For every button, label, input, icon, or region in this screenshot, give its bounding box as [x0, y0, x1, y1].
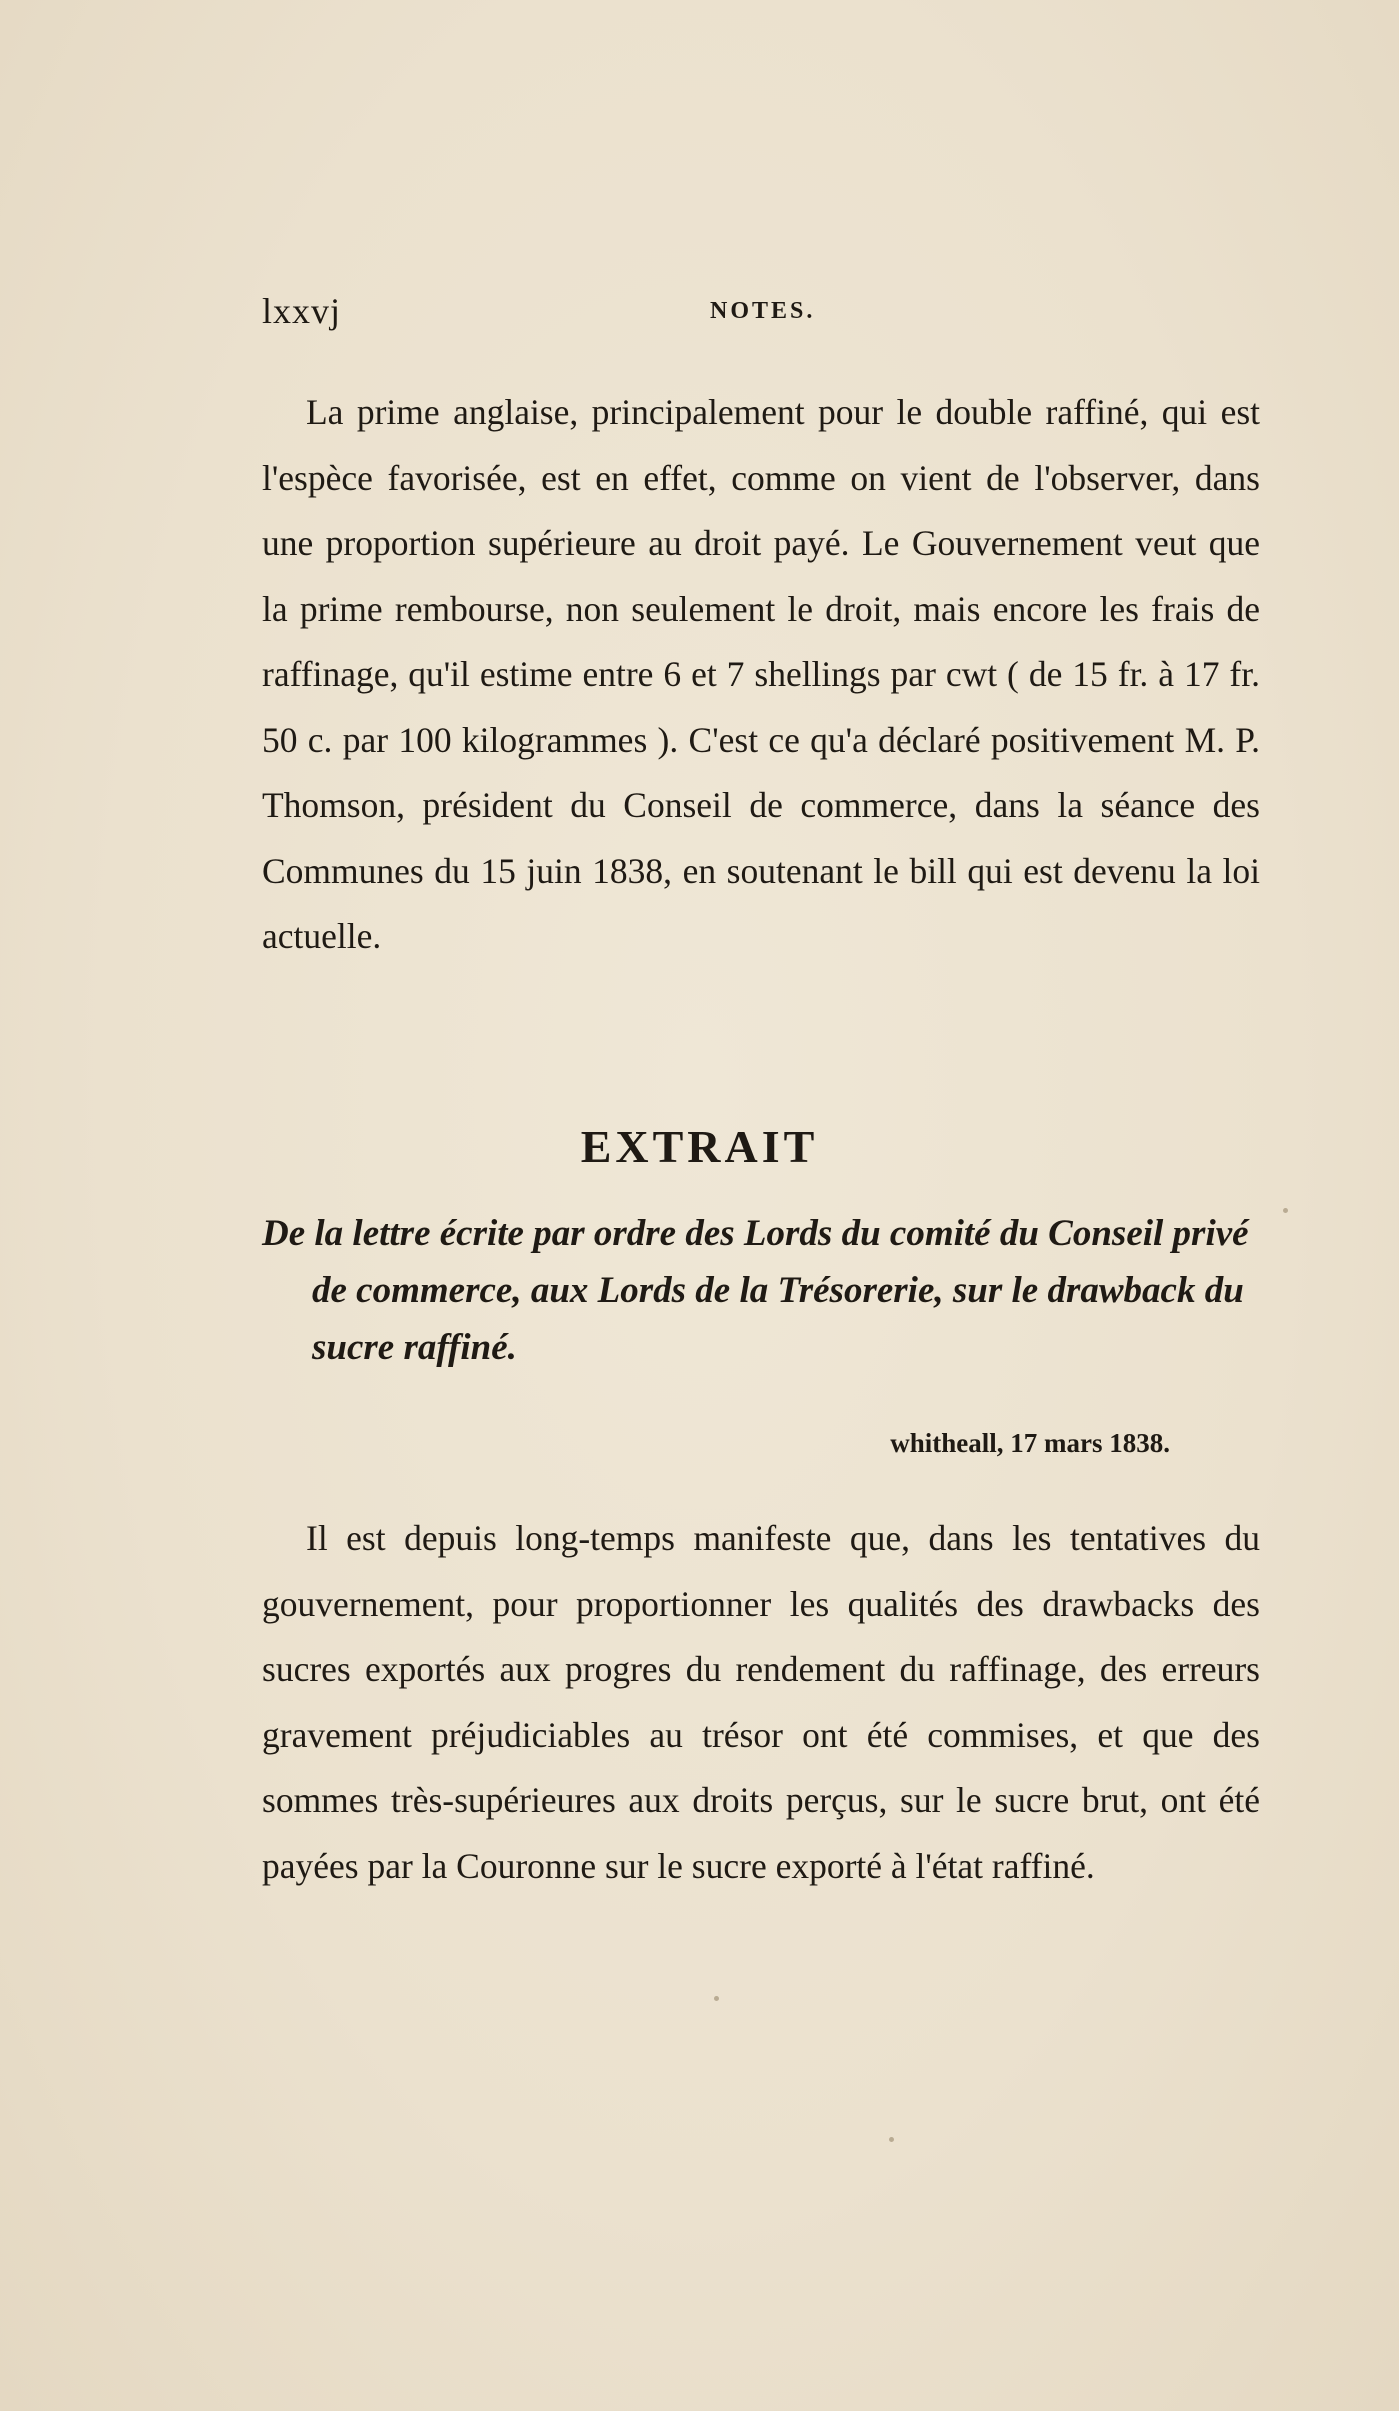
- section-subtitle: De la lettre écrite par ordre des Lords du comité du Conseil privé de commerce, aux Lords de la Trésorerie, sur le drawback du sucre raffiné.: [262, 1213, 1249, 1368]
- body-paragraph: La prime anglaise, principalement pour le double raffiné, qui est l'espèce favorisée, est en effet, comme on vient de l'observer, dans une proportion supérieure au droit payé. Le Gouvernement veut que la prime rembourse, non seulement le droit, mais encore les frais de raffinage, qu'il estime entre 6 et 7 shellings par cwt ( de 15 fr. à 17 fr. 50 c. par 100 kilogrammes ). C'est ce qu'a déclaré positivement M. P. Thomson, président du Conseil de commerce, dans la séance des Communes du 15 juin 1838, en soutenant le bill qui est devenu la loi actuelle.: [262, 392, 1260, 956]
- paper-speck: [1283, 1208, 1288, 1213]
- paper-speck: [714, 1996, 719, 2001]
- body-paragraph: Il est depuis long-temps manifeste que, dans les tentatives du gouvernement, pour proportionner les qualités des drawbacks des sucres exportés aux progres du rendement du raffinage, des erreurs gravement préjudiciables au trésor ont été commises, et que des sommes très-supérieures aux droits perçus, sur le sucre brut, ont été payées par la Couronne sur le sucre exporté à l'état raffiné.: [262, 1518, 1260, 1886]
- section-title: EXTRAIT: [580, 1121, 819, 1172]
- running-head: NOTES.: [710, 298, 816, 324]
- dateline: whitheall, 17 mars 1838.: [890, 1428, 1170, 1458]
- paper-speck: [889, 2137, 894, 2142]
- page-header: [262, 290, 1262, 340]
- page-number: lxxvj: [262, 291, 342, 331]
